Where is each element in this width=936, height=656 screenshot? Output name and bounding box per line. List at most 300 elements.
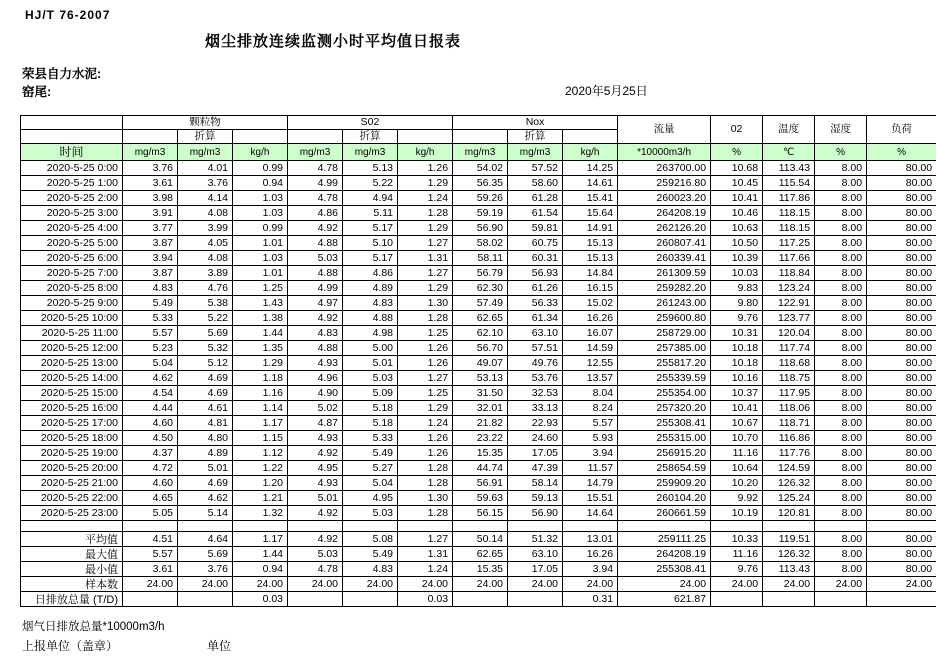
table-cell — [815, 521, 867, 532]
table-cell: 4.83 — [123, 281, 178, 296]
group-so2: S02 — [288, 116, 453, 130]
table-cell: 80.00 — [867, 311, 936, 326]
table-row — [21, 416, 936, 431]
table-cell: 117.76 — [763, 446, 815, 461]
table-cell: 24.00 — [508, 577, 563, 592]
table-cell: 5.03 — [288, 547, 343, 562]
group-temperature: 温度 — [763, 116, 815, 144]
table-cell: 4.88 — [288, 341, 343, 356]
table-cell: 24.00 — [398, 577, 453, 592]
table-cell: 117.74 — [763, 341, 815, 356]
table-cell: 10.18 — [711, 341, 763, 356]
table-cell: 8.04 — [563, 386, 618, 401]
table-cell: 14.64 — [563, 506, 618, 521]
table-cell: 4.62 — [123, 371, 178, 386]
table-cell: 259909.20 — [618, 476, 711, 491]
table-cell: 8.00 — [815, 386, 867, 401]
table-cell: 118.75 — [763, 371, 815, 386]
unit-cell: kg/h — [233, 144, 288, 161]
group-o2: 02 — [711, 116, 763, 144]
table-cell: 24.60 — [508, 431, 563, 446]
table-cell: 4.69 — [178, 371, 233, 386]
table-cell: 58.11 — [453, 251, 508, 266]
table-cell: 4.97 — [288, 296, 343, 311]
table-cell: 44.74 — [453, 461, 508, 476]
table-row — [21, 386, 936, 401]
table-cell: 118.71 — [763, 416, 815, 431]
table-cell: 8.00 — [815, 191, 867, 206]
time-cell: 2020-5-25 9:00 — [21, 296, 123, 311]
table-cell: 63.10 — [508, 326, 563, 341]
table-cell: 1.22 — [233, 461, 288, 476]
table-cell: 10.31 — [711, 326, 763, 341]
table-cell: 3.61 — [123, 176, 178, 191]
table-cell: 1.26 — [398, 356, 453, 371]
time-cell: 2020-5-25 14:00 — [21, 371, 123, 386]
table-cell: 62.65 — [453, 311, 508, 326]
table-cell: 11.16 — [711, 547, 763, 562]
table-row — [21, 176, 936, 191]
table-cell: 15.35 — [453, 562, 508, 577]
table-cell: 0.99 — [233, 161, 288, 176]
table-cell: 16.26 — [563, 547, 618, 562]
table-cell: 263700.00 — [618, 161, 711, 176]
table-cell: 5.38 — [178, 296, 233, 311]
table-cell: 1.31 — [398, 547, 453, 562]
table-cell: 3.87 — [123, 236, 178, 251]
table-cell: 15.13 — [563, 236, 618, 251]
table-cell: 0.03 — [233, 592, 288, 607]
table-cell: 80.00 — [867, 281, 936, 296]
table-cell: 58.02 — [453, 236, 508, 251]
table-cell: 8.00 — [815, 221, 867, 236]
spacer-row — [21, 521, 936, 532]
table-cell: 80.00 — [867, 386, 936, 401]
table-cell: 24.00 — [288, 577, 343, 592]
table-cell: 8.00 — [815, 296, 867, 311]
table-cell: 15.02 — [563, 296, 618, 311]
table-cell — [508, 521, 563, 532]
table-cell: 5.23 — [123, 341, 178, 356]
table-cell: 5.03 — [288, 251, 343, 266]
table-cell: 51.32 — [508, 532, 563, 547]
table-cell: 116.86 — [763, 431, 815, 446]
table-cell: 10.19 — [711, 506, 763, 521]
table-cell: 1.28 — [398, 206, 453, 221]
table-cell: 8.00 — [815, 401, 867, 416]
table-cell: 5.01 — [343, 356, 398, 371]
table-cell: 5.93 — [563, 431, 618, 446]
table-cell: 259282.20 — [618, 281, 711, 296]
table-cell: 62.10 — [453, 326, 508, 341]
table-cell: 4.14 — [178, 191, 233, 206]
table-cell: 10.50 — [711, 236, 763, 251]
table-cell: 24.00 — [123, 577, 178, 592]
summary-label: 最小值 — [21, 562, 123, 577]
table-cell: 255315.00 — [618, 431, 711, 446]
table-row — [21, 446, 936, 461]
table-cell: 4.05 — [178, 236, 233, 251]
table-row — [21, 221, 936, 236]
table-cell: 80.00 — [867, 491, 936, 506]
table-cell: 5.17 — [343, 221, 398, 236]
table-cell: 58.60 — [508, 176, 563, 191]
table-cell: 15.51 — [563, 491, 618, 506]
table-cell: 262126.20 — [618, 221, 711, 236]
table-cell: 5.11 — [343, 206, 398, 221]
summary-label: 样本数 — [21, 577, 123, 592]
table-cell: 260807.41 — [618, 236, 711, 251]
table-cell: 5.22 — [343, 176, 398, 191]
time-cell: 2020-5-25 4:00 — [21, 221, 123, 236]
table-cell: 59.19 — [453, 206, 508, 221]
table-cell: 14.59 — [563, 341, 618, 356]
table-cell: 80.00 — [867, 371, 936, 386]
unit-cell: mg/m3 — [178, 144, 233, 161]
table-cell: 59.63 — [453, 491, 508, 506]
table-cell: 80.00 — [867, 532, 936, 547]
table-cell: 4.88 — [288, 236, 343, 251]
table-cell: 49.76 — [508, 356, 563, 371]
table-cell: 3.76 — [178, 562, 233, 577]
table-cell: 4.80 — [178, 431, 233, 446]
table-cell: 621.87 — [618, 592, 711, 607]
time-header-blank — [21, 116, 123, 130]
table-cell — [343, 592, 398, 607]
unit-cell: mg/m3 — [123, 144, 178, 161]
table-cell: 3.94 — [563, 446, 618, 461]
table-cell: 4.01 — [178, 161, 233, 176]
table-cell: 14.79 — [563, 476, 618, 491]
table-cell: 24.00 — [815, 577, 867, 592]
table-cell: 14.84 — [563, 266, 618, 281]
table-cell: 14.25 — [563, 161, 618, 176]
table-cell: 8.00 — [815, 356, 867, 371]
table-cell: 1.27 — [398, 236, 453, 251]
table-cell: 1.28 — [398, 311, 453, 326]
table-cell: 258729.00 — [618, 326, 711, 341]
table-cell: 4.93 — [288, 356, 343, 371]
company-name: 荣县自力水泥: — [22, 67, 102, 81]
table-cell: 1.01 — [233, 266, 288, 281]
table-cell: 5.33 — [343, 431, 398, 446]
table-cell — [343, 521, 398, 532]
table-cell: 117.66 — [763, 251, 815, 266]
table-cell: 56.90 — [453, 221, 508, 236]
table-cell: 22.93 — [508, 416, 563, 431]
table-cell: 5.04 — [343, 476, 398, 491]
table-cell: 0.94 — [233, 176, 288, 191]
time-cell: 2020-5-25 1:00 — [21, 176, 123, 191]
table-cell: 115.54 — [763, 176, 815, 191]
time-cell: 2020-5-25 8:00 — [21, 281, 123, 296]
table-cell: 9.83 — [711, 281, 763, 296]
table-cell: 5.13 — [343, 161, 398, 176]
table-cell — [123, 521, 178, 532]
table-cell: 4.92 — [288, 506, 343, 521]
table-cell — [711, 521, 763, 532]
table-cell: 118.84 — [763, 266, 815, 281]
table-cell: 10.41 — [711, 401, 763, 416]
table-row — [21, 161, 936, 176]
table-cell: 15.64 — [563, 206, 618, 221]
table-cell: 260104.20 — [618, 491, 711, 506]
table-cell — [867, 592, 936, 607]
table-cell: 80.00 — [867, 251, 936, 266]
table-cell: 124.59 — [763, 461, 815, 476]
header-group-row — [21, 116, 936, 130]
table-cell: 258654.59 — [618, 461, 711, 476]
table-cell: 4.98 — [343, 326, 398, 341]
table-cell: 1.16 — [233, 386, 288, 401]
table-cell: 125.24 — [763, 491, 815, 506]
table-row — [21, 461, 936, 476]
table-cell: 0.99 — [233, 221, 288, 236]
table-cell: 1.25 — [233, 281, 288, 296]
table-cell: 8.00 — [815, 281, 867, 296]
table-cell: 5.03 — [343, 506, 398, 521]
table-cell: 1.29 — [398, 176, 453, 191]
table-cell: 8.00 — [815, 461, 867, 476]
table-cell: 4.86 — [288, 206, 343, 221]
table-cell: 118.68 — [763, 356, 815, 371]
table-cell — [123, 592, 178, 607]
table-cell: 1.44 — [233, 326, 288, 341]
table-cell: 3.77 — [123, 221, 178, 236]
table-cell: 10.41 — [711, 191, 763, 206]
table-cell: 10.68 — [711, 161, 763, 176]
table-cell: 4.08 — [178, 251, 233, 266]
daily-flow-total-label: 烟气日排放总量*10000m3/h — [22, 621, 165, 633]
header-units-row — [21, 144, 936, 161]
summary-label: 最大值 — [21, 547, 123, 562]
table-cell: 118.15 — [763, 206, 815, 221]
report-date: 2020年5月25日 — [565, 84, 648, 98]
table-cell: 1.30 — [398, 491, 453, 506]
table-cell: 0.94 — [233, 562, 288, 577]
table-cell: 5.01 — [178, 461, 233, 476]
table-cell: 261243.00 — [618, 296, 711, 311]
table-cell: 118.06 — [763, 401, 815, 416]
table-cell: 4.78 — [288, 161, 343, 176]
table-cell: 16.07 — [563, 326, 618, 341]
table-cell: 4.94 — [343, 191, 398, 206]
table-cell: 14.61 — [563, 176, 618, 191]
table-cell: 31.50 — [453, 386, 508, 401]
time-cell: 2020-5-25 3:00 — [21, 206, 123, 221]
table-cell — [618, 521, 711, 532]
table-cell: 123.24 — [763, 281, 815, 296]
reporting-unit-label: 上报单位（盖章） — [22, 639, 119, 653]
table-cell: 24.00 — [618, 577, 711, 592]
table-cell: 1.26 — [398, 446, 453, 461]
table-cell — [288, 592, 343, 607]
table-cell: 56.35 — [453, 176, 508, 191]
table-cell: 59.81 — [508, 221, 563, 236]
table-cell: 8.00 — [815, 491, 867, 506]
table-row — [21, 266, 936, 281]
table-cell: 4.50 — [123, 431, 178, 446]
time-cell: 2020-5-25 22:00 — [21, 491, 123, 506]
table-cell: 4.89 — [343, 281, 398, 296]
table-cell: 117.95 — [763, 386, 815, 401]
table-cell: 255308.41 — [618, 562, 711, 577]
table-cell: 8.00 — [815, 161, 867, 176]
table-cell: 1.17 — [233, 416, 288, 431]
table-cell: 61.28 — [508, 191, 563, 206]
table-cell: 4.95 — [288, 461, 343, 476]
table-cell — [178, 521, 233, 532]
table-cell: 8.00 — [815, 371, 867, 386]
summary-label: 平均值 — [21, 532, 123, 547]
time-cell: 2020-5-25 13:00 — [21, 356, 123, 371]
table-cell: 8.00 — [815, 251, 867, 266]
table-cell: 4.89 — [178, 446, 233, 461]
table-cell: 5.00 — [343, 341, 398, 356]
table-cell: 3.87 — [123, 266, 178, 281]
table-cell: 10.39 — [711, 251, 763, 266]
table-cell: 80.00 — [867, 416, 936, 431]
table-row — [21, 341, 936, 356]
table-cell: 5.01 — [288, 491, 343, 506]
table-cell: 1.24 — [398, 562, 453, 577]
time-cell: 2020-5-25 16:00 — [21, 401, 123, 416]
table-cell: 80.00 — [867, 176, 936, 191]
table-cell: 49.07 — [453, 356, 508, 371]
summary-row — [21, 577, 936, 592]
table-cell: 1.20 — [233, 476, 288, 491]
table-cell: 4.76 — [178, 281, 233, 296]
time-cell: 2020-5-25 11:00 — [21, 326, 123, 341]
table-cell: 5.57 — [563, 416, 618, 431]
table-cell: 3.98 — [123, 191, 178, 206]
table-cell: 1.17 — [233, 532, 288, 547]
table-cell: 4.96 — [288, 371, 343, 386]
table-cell: 120.04 — [763, 326, 815, 341]
table-cell: 80.00 — [867, 296, 936, 311]
table-cell: 56.15 — [453, 506, 508, 521]
table-cell: 21.82 — [453, 416, 508, 431]
table-cell: 1.25 — [398, 386, 453, 401]
table-row — [21, 491, 936, 506]
table-cell: 5.69 — [178, 547, 233, 562]
table-cell: 1.14 — [233, 401, 288, 416]
table-cell: 9.80 — [711, 296, 763, 311]
table-cell: 12.55 — [563, 356, 618, 371]
table-cell: 4.99 — [288, 281, 343, 296]
table-cell: 5.04 — [123, 356, 178, 371]
table-cell: 5.12 — [178, 356, 233, 371]
table-row — [21, 236, 936, 251]
table-cell — [763, 521, 815, 532]
table-cell: 4.90 — [288, 386, 343, 401]
table-cell: 4.61 — [178, 401, 233, 416]
table-cell: 264208.19 — [618, 547, 711, 562]
table-cell: 4.51 — [123, 532, 178, 547]
table-cell — [453, 521, 508, 532]
table-cell: 5.49 — [343, 446, 398, 461]
table-cell: 1.26 — [398, 341, 453, 356]
table-cell: 255339.59 — [618, 371, 711, 386]
table-cell: 0.31 — [563, 592, 618, 607]
table-cell: 1.18 — [233, 371, 288, 386]
table-cell: 5.03 — [343, 371, 398, 386]
table-cell: 113.43 — [763, 562, 815, 577]
table-row — [21, 506, 936, 521]
table-cell: 17.05 — [508, 562, 563, 577]
table-cell: 63.10 — [508, 547, 563, 562]
table-cell: 256915.20 — [618, 446, 711, 461]
table-cell: 8.00 — [815, 416, 867, 431]
table-cell: 24.00 — [233, 577, 288, 592]
table-cell: 14.91 — [563, 221, 618, 236]
table-cell: 5.22 — [178, 311, 233, 326]
summary-row — [21, 592, 936, 607]
table-cell: 3.76 — [178, 176, 233, 191]
time-cell: 2020-5-25 19:00 — [21, 446, 123, 461]
table-row — [21, 191, 936, 206]
table-cell: 58.14 — [508, 476, 563, 491]
table-cell: 8.00 — [815, 476, 867, 491]
table-cell: 264208.19 — [618, 206, 711, 221]
unit-cell: ℃ — [763, 144, 815, 161]
table-cell: 60.31 — [508, 251, 563, 266]
table-cell: 80.00 — [867, 461, 936, 476]
table-cell: 257320.20 — [618, 401, 711, 416]
table-cell: 4.83 — [343, 562, 398, 577]
table-cell: 3.89 — [178, 266, 233, 281]
table-cell: 56.33 — [508, 296, 563, 311]
table-cell: 4.64 — [178, 532, 233, 547]
table-cell: 4.88 — [288, 266, 343, 281]
table-cell: 56.93 — [508, 266, 563, 281]
table-cell: 1.26 — [398, 431, 453, 446]
table-cell: 8.00 — [815, 311, 867, 326]
table-cell: 8.00 — [815, 176, 867, 191]
table-cell: 1.12 — [233, 446, 288, 461]
table-cell: 54.02 — [453, 161, 508, 176]
table-cell: 5.27 — [343, 461, 398, 476]
time-cell: 2020-5-25 21:00 — [21, 476, 123, 491]
table-cell: 0.03 — [398, 592, 453, 607]
group-humidity: 湿度 — [815, 116, 867, 144]
table-cell: 5.10 — [343, 236, 398, 251]
table-cell: 1.29 — [398, 401, 453, 416]
table-cell: 56.91 — [453, 476, 508, 491]
table-cell: 4.93 — [288, 476, 343, 491]
table-cell: 259216.80 — [618, 176, 711, 191]
table-cell: 61.54 — [508, 206, 563, 221]
table-cell: 57.51 — [508, 341, 563, 356]
table-cell: 8.00 — [815, 562, 867, 577]
table-cell: 5.49 — [343, 547, 398, 562]
table-cell: 8.24 — [563, 401, 618, 416]
converted-label-pm: 折算 — [178, 130, 233, 144]
time-cell: 2020-5-25 6:00 — [21, 251, 123, 266]
table-cell — [763, 592, 815, 607]
table-cell: 80.00 — [867, 161, 936, 176]
time-cell: 2020-5-25 2:00 — [21, 191, 123, 206]
table-cell: 10.46 — [711, 206, 763, 221]
summary-row — [21, 532, 936, 547]
table-cell — [21, 521, 123, 532]
table-cell: 1.28 — [398, 506, 453, 521]
table-cell: 1.01 — [233, 236, 288, 251]
table-cell: 4.92 — [288, 221, 343, 236]
table-cell: 15.35 — [453, 446, 508, 461]
table-cell: 15.41 — [563, 191, 618, 206]
time-cell: 2020-5-25 17:00 — [21, 416, 123, 431]
